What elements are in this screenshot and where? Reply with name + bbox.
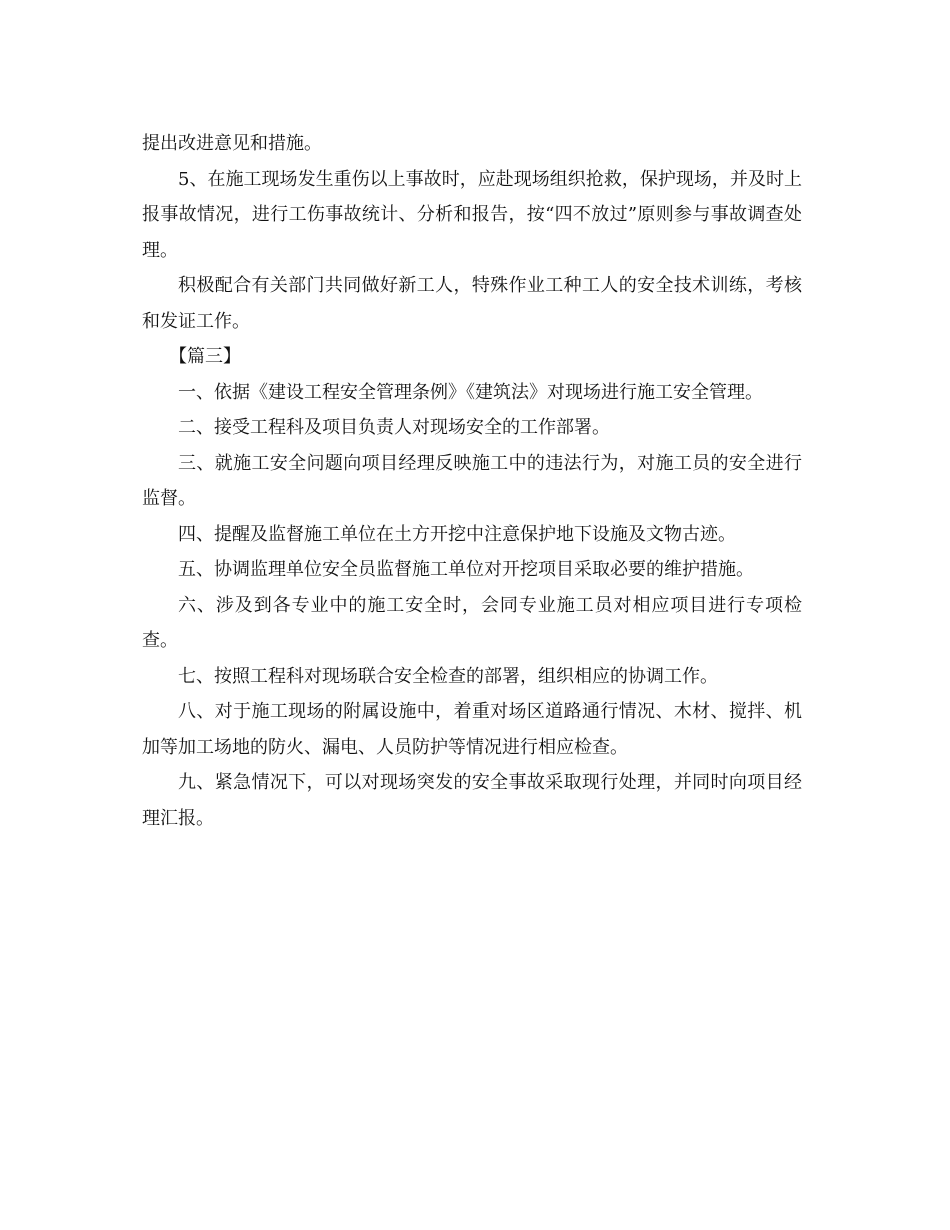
paragraph-item-8: 八、对于施工现场的附属设施中，着重对场区道路通行情况、木材、搅拌、机加等加工场地的防火、漏电、人员防护等情况进行相应检查。 — [142, 701, 802, 758]
paragraph-item-2: 二、接受工程科及项目负责人对现场安全的工作部署。 — [178, 417, 610, 438]
section-heading: 【篇三】 — [169, 346, 241, 367]
paragraph-item-9: 九、紧急情况下，可以对现场突发的安全事故采取现行处理，并同时向项目经理汇报。 — [142, 772, 802, 829]
paragraph-item-3: 三、就施工安全问题向项目经理反映施工中的违法行为，对施工员的安全进行监督。 — [142, 452, 802, 509]
paragraph-item-6: 六、涉及到各专业中的施工安全时，会同专业施工员对相应项目进行专项检查。 — [142, 594, 802, 651]
paragraph-training: 积极配合有关部门共同做好新工人，特殊作业工种工人的安全技术训练，考核和发证工作。 — [142, 275, 802, 332]
document-page — [142, 126, 802, 836]
paragraph-item-7: 七、按照工程科对现场联合安全检查的部署，组织相应的协调工作。 — [178, 665, 718, 687]
paragraph-item-5b: 五、协调监理单位安全员监督施工单位对开挖项目采取必要的维护措施。 — [178, 559, 754, 580]
paragraph-continuation: 提出改进意见和措施。 — [142, 133, 322, 154]
paragraph-item-4: 四、提醒及监督施工单位在土方开挖中注意保护地下设施及文物古迹。 — [178, 523, 736, 545]
paragraph-item-5: 5、在施工现场发生重伤以上事故时，应赴现场组织抢救，保护现场，并及时上报事故情况，进行工伤事故统计、分析和报告，按“四不放过”原则参与事故调查处理。 — [142, 168, 802, 261]
paragraph-item-1: 一、依据《建设工程安全管理条例》《建筑法》对现场进行施工安全管理。 — [178, 381, 763, 403]
